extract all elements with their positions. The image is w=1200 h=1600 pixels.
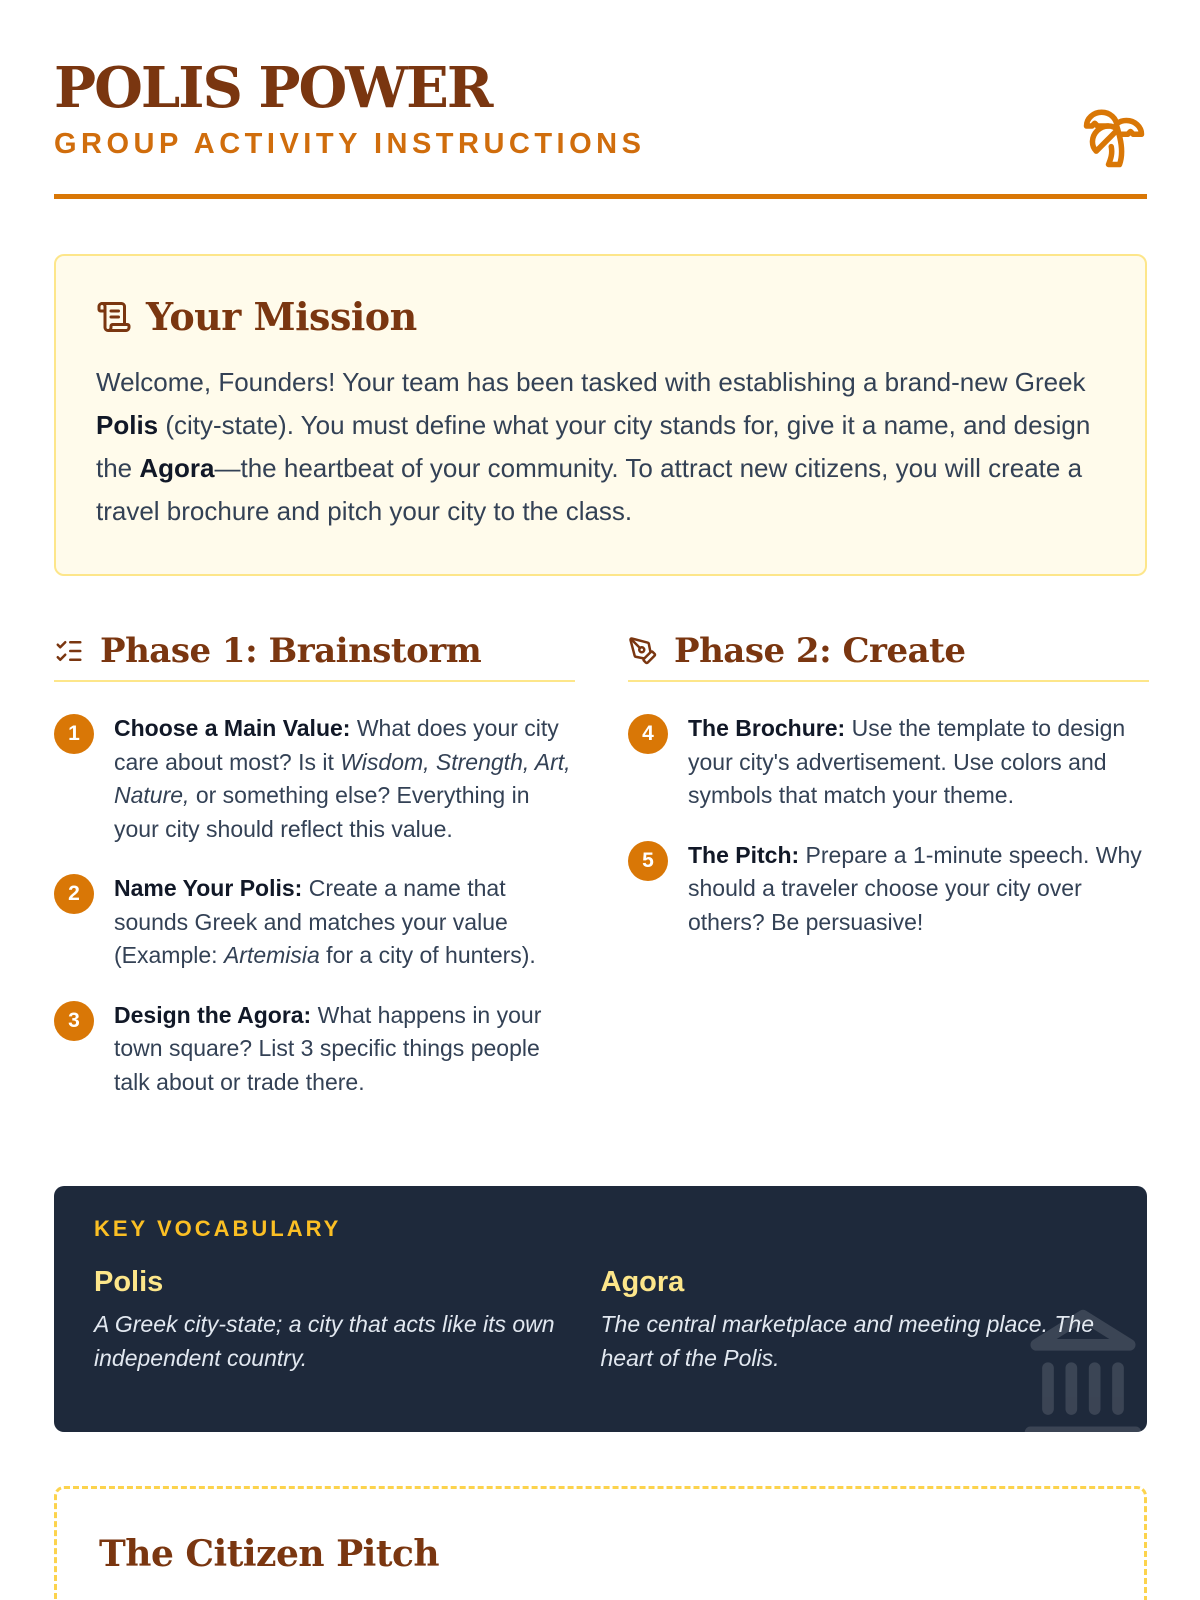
vocabulary-label: KEY VOCABULARY [94,1216,342,1241]
key-vocabulary-box [54,1186,1147,1432]
phase-1-section [54,632,575,1125]
mission-card [54,254,1147,576]
citizen-pitch-title: The Citizen Pitch [99,1533,440,1575]
step-number-badge: 3 [54,1001,94,1041]
phase-1-title: Phase 1: Brainstorm [100,631,482,671]
page-subtitle: GROUP ACTIVITY INSTRUCTIONS [54,128,646,160]
step-number-badge: 5 [628,841,668,881]
vocab-term: Polis [94,1266,164,1298]
mission-title: Your Mission [146,294,417,339]
step-item: 1 Choose a Main Value: What does your city care about most? Is it Wisdom, Strength, Art, Nature, or something else? Everything in your city should reflect this value. [54,712,575,846]
phase-2-title: Phase 2: Create [674,631,966,671]
checklist-icon [54,636,84,666]
page-header [54,55,1147,200]
vocab-definition: A Greek city-state; a city that acts like its own independent country. [94,1311,555,1371]
palm-tree-icon [1081,104,1147,170]
citizen-pitch-box [54,1486,1147,1600]
temple-icon [1013,1304,1147,1432]
pen-tool-icon [628,636,658,666]
mission-term-agora: Agora [139,453,215,483]
phase-2-steps [628,712,1149,939]
vocab-term: Agora [600,1266,685,1298]
step-item: 3 Design the Agora: What happens in your town square? List 3 specific things people talk about or trade there. [54,999,575,1100]
mission-term-polis: Polis [96,410,159,440]
phase-1-steps [54,712,575,1099]
step-item: 4 The Brochure: Use the template to design your city's advertisement. Use colors and symbols that match your theme. [628,712,1149,813]
step-item: 5 The Pitch: Prepare a 1-minute speech. Why should a traveler choose your city over others? Be persuasive! [628,839,1149,940]
step-item: 2 Name Your Polis: Create a name that sounds Greek and matches your value (Example: Artemisia for a city of hunters). [54,872,575,973]
step-number-badge: 2 [54,874,94,914]
vocab-definition: The central marketplace and meeting place. The heart of the Polis. [600,1311,1094,1371]
step-number-badge: 4 [628,714,668,754]
phase-2-section [628,632,1149,965]
mission-text: Welcome, Founders! Your team has been tasked with establishing a brand-new Greek Polis (city-state). You must define what your city stands for, give it a name, and design the Agora—the heartbeat of your community. To attract new citizens, you will create a travel brochure and pitch your city to the class. [96,367,1091,526]
page-title: POLIS POWER [54,55,492,121]
header-divider [54,194,1147,199]
scroll-icon [96,299,132,335]
vocab-term-polis [94,1266,601,1375]
step-number-badge: 1 [54,714,94,754]
